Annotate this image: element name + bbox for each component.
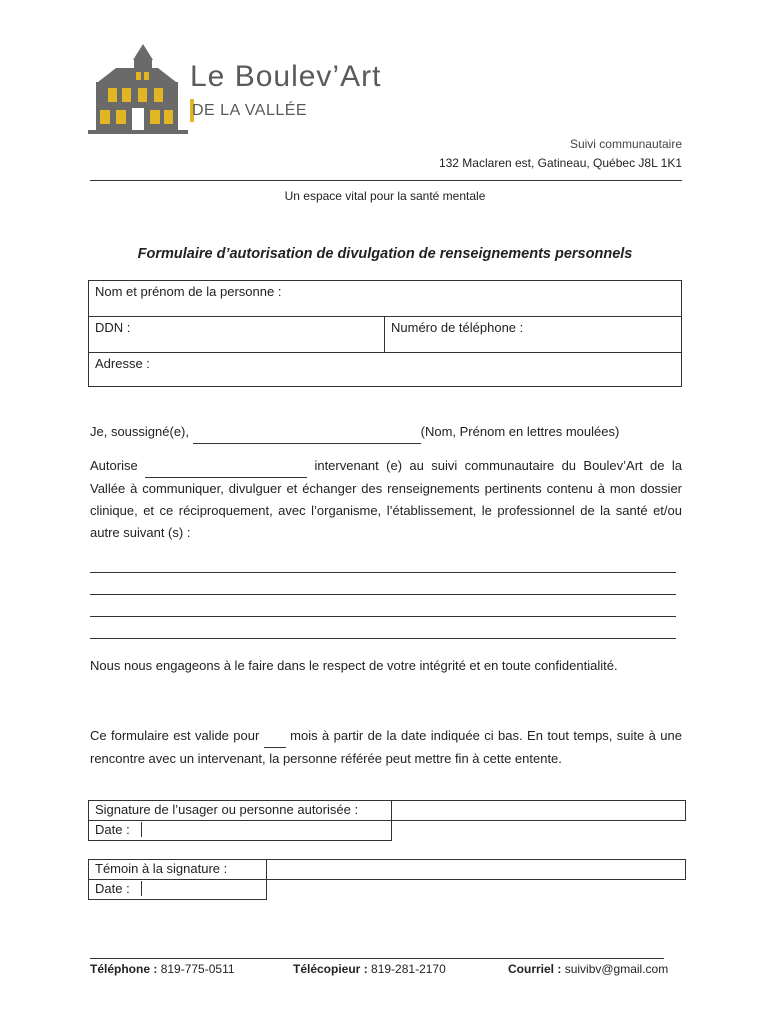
authorization-paragraph [90,455,682,544]
recipient-line-3[interactable] [90,616,676,617]
user-date-label: Date : [95,822,142,837]
witness-date-field[interactable] [142,881,260,896]
department-label: Suivi communautaire [569,137,682,151]
footer-email-value[interactable]: suivibv@gmail.com [564,962,669,976]
phone-label: Numéro de téléphone : [391,320,524,335]
address-field[interactable] [89,353,682,387]
undersigned-line [90,421,682,444]
address-label: Adresse : [95,356,150,371]
undersigned-suffix: (Nom, Prénom en lettres moulées) [420,424,620,439]
logo-title: Le Boulev’Art [190,60,382,93]
name-field[interactable] [89,281,682,317]
logo-subtitle: DE LA VALLÉE [192,102,308,119]
recipient-line-2[interactable] [90,594,676,595]
engagement-text: Nous nous engageons à le faire dans le respect de votre intégrité et en toute confidentialité. [90,658,618,673]
authorise-blank[interactable] [145,455,307,478]
recipient-line-4[interactable] [90,638,676,639]
footer-email-label: Courriel : [508,962,562,976]
footer-fax-label: Télécopieur : [293,962,368,976]
footer-fax-value: 819-281-2170 [371,962,446,976]
house-logo-icon [88,42,188,137]
witness-signature-field[interactable] [267,860,686,880]
validity-months-blank[interactable] [264,725,286,748]
footer-fax [293,962,446,976]
header-divider [90,180,682,181]
witness-label-cell [89,860,267,880]
recipient-line-1[interactable] [90,572,676,573]
authorise-prefix: Autorise [90,458,138,473]
address: 132 Maclaren est, Gatineau, Québec J8L 1K1 [438,156,682,170]
user-signature-field[interactable] [392,801,686,821]
undersigned-name-blank[interactable] [193,421,421,444]
name-label: Nom et prénom de la personne : [95,284,282,299]
authorise-text: intervenant (e) au suivi communautaire du Boulev’Art de la Vallée à communiquer, divulguer et échanger des renseignements pertinents contenu à mon dossier clinique, et ce réciproquement, avec l’organisme, l’établissement, le professionnel de la santé et/ou autre suivant (s) : [90,458,682,540]
personal-info-table [88,280,682,387]
tagline: Un espace vital pour la santé mentale [284,189,486,203]
phone-field[interactable] [385,317,682,353]
witness-date-label: Date : [95,881,142,896]
user-date-row [89,821,392,841]
validity-prefix: Ce formulaire est valide pour [90,728,260,743]
footer-divider [90,958,664,959]
undersigned-prefix: Je, soussigné(e), [90,424,189,439]
user-signature-label: Signature de l’usager ou personne autorisée : [95,802,359,817]
user-date-field[interactable] [142,822,385,837]
signature-table [88,800,686,841]
validity-text: mois à partir de la date indiquée ci bas. En tout temps, suite à une rencontre avec un intervenant, la personne référée peut mettre fin à cette entente. [90,728,682,766]
footer-phone [90,962,235,976]
ddn-field[interactable] [89,317,385,353]
footer-phone-label: Téléphone : [90,962,158,976]
witness-table [88,859,686,900]
user-signature-label-cell [89,801,392,821]
footer-phone-value: 819-775-0511 [160,962,235,976]
witness-label: Témoin à la signature : [95,861,228,876]
form-title: Formulaire d’autorisation de divulgation de renseignements personnels [137,246,633,262]
validity-paragraph [90,725,682,770]
witness-date-row [89,880,267,900]
footer-email [508,962,668,976]
ddn-label: DDN : [95,320,131,335]
